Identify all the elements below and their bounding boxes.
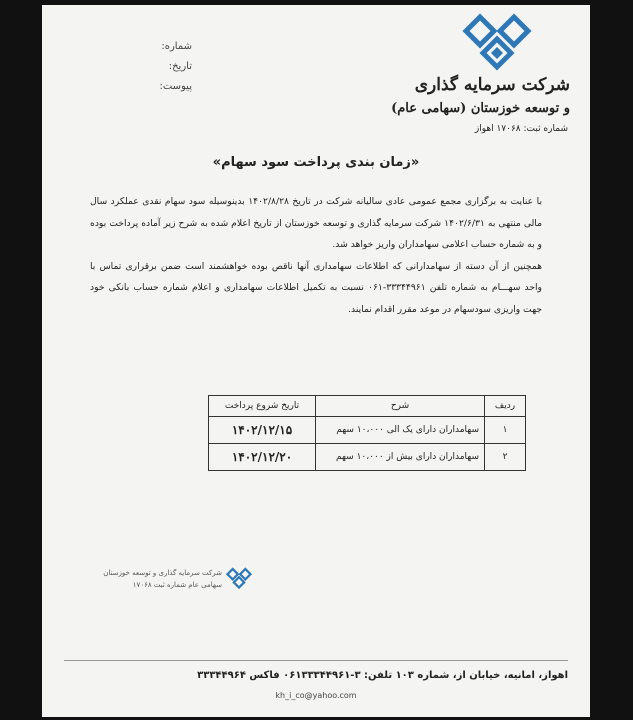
- attachment-label: پیوست:: [159, 81, 192, 92]
- row-description: سهامداران دارای یک الی ۱۰،۰۰۰ سهم: [316, 417, 485, 444]
- date-label: تاریخ:: [168, 61, 192, 72]
- header-row-number: ردیف: [485, 396, 526, 417]
- row-description: سهامداران دارای بیش از ۱۰،۰۰۰ سهم: [316, 444, 485, 471]
- letter-page: [42, 5, 590, 717]
- row-number: ۱: [485, 417, 526, 444]
- stamp-line-1: شرکت سرمایه گذاری و توسعه خوزستان: [103, 569, 222, 577]
- header-description: شرح: [316, 396, 485, 417]
- table-header-row: [209, 396, 526, 417]
- letter-footer: [64, 660, 568, 700]
- stamp-logo-icon: [226, 567, 252, 591]
- company-letterhead: [391, 13, 570, 143]
- document-title: «زمان بندی پرداخت سود سهام»: [212, 155, 420, 170]
- payment-schedule-table: [208, 395, 526, 471]
- body-paragraph-2: همچنین از آن دسته از سهامدارانی که اطلاعات سهامداری آنها ناقص بوده خواهشمند است ضمن برقراری تماس با واحد سهـــام به شماره تلفن ۳۳۳۴۴۹۶۱-۰۶۱ نسبت به تکمیل اطلاعات سهامداری و اعلام شماره حساب بانکی خود جهت واریزی سودسهام در موعد مقرر اقدام نمایند.: [90, 260, 542, 315]
- company-stamp: [103, 565, 252, 605]
- body-paragraph-1: با عنایت به برگزاری مجمع عمومی عادی سالیانه شرکت در تاریخ ۱۴۰۲/۸/۲۸ بدینوسیله سود سهام نقدی عملکرد سال مالی منتهی به ۱۴۰۲/۶/۳۱ شرکت سرمایه گذاری و توسعه خوزستان از تاریخ اعلام شده به شرح زیر آماده پرداخت بوده و به شماره حساب اعلامی سهامداران واریز خواهد شد.: [90, 196, 542, 250]
- registration-number: شماره ثبت: ۱۷۰۶۸ اهواز: [474, 124, 568, 134]
- letter-meta: [102, 41, 192, 101]
- header-start-date: تاریخ شروع پرداخت: [209, 396, 316, 417]
- row-start-date: ۱۴۰۲/۱۲/۱۵: [209, 417, 316, 444]
- table-row: [209, 444, 526, 471]
- company-name: شرکت سرمایه گذاری: [414, 75, 570, 95]
- row-number: ۲: [485, 444, 526, 471]
- letter-body: [90, 191, 542, 320]
- row-start-date: ۱۴۰۲/۱۲/۲۰: [209, 444, 316, 471]
- company-logo-icon: [462, 13, 532, 75]
- footer-address: اهواز، امانیه، خیابان از، شماره ۱۰۳ تلفن: ۳-۰۶۱۳۳۳۴۴۹۶۱ فاکس ۳۳۳۴۴۹۶۴: [197, 670, 568, 681]
- footer-email: kh_i_co@yahoo.com: [275, 691, 357, 700]
- table-row: [209, 417, 526, 444]
- stamp-line-2: سهامی عام شماره ثبت ۱۷۰۶۸: [132, 581, 222, 589]
- company-subtitle: و توسعه خوزستان (سهامی عام): [391, 101, 570, 116]
- number-label: شماره:: [161, 41, 192, 52]
